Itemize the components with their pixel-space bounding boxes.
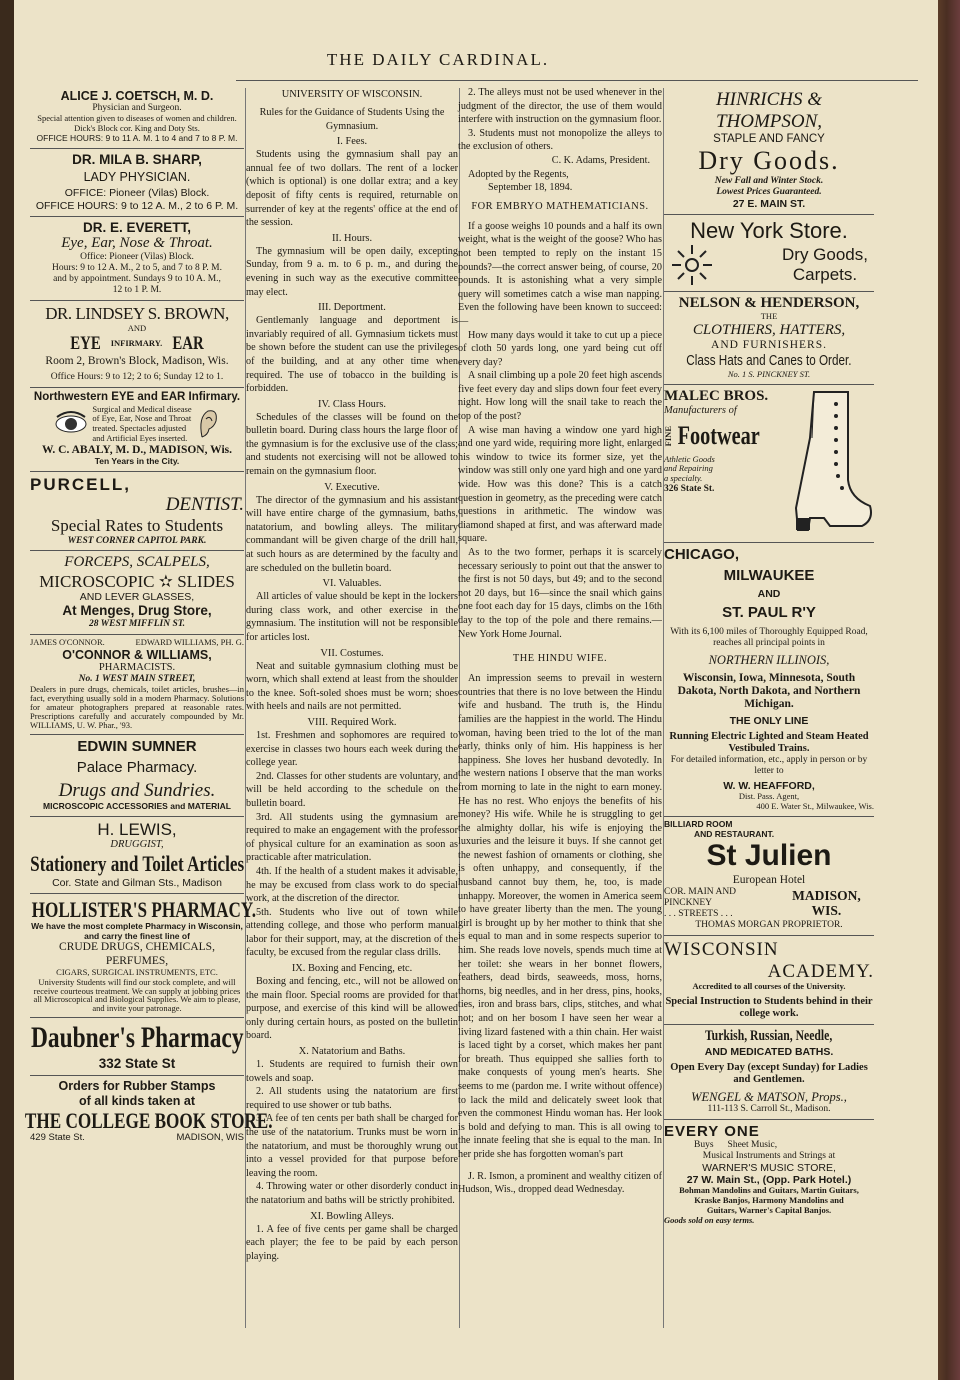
ad-line: Ten Years in the City. (94, 455, 180, 466)
ad-name: PURCELL, (30, 474, 131, 494)
ad-line: . . . STREETS . . . (664, 908, 733, 919)
ad-line: 400 E. Water St., Milwaukee, Wis. (756, 801, 874, 812)
rule-paragraph: Gentlemanly language and deportment is invariably required of all. Gymnasium tickets must be shown before the student can use the privileges of the building, and at any other time when required. The use of tobacco in the building is forbidden. (246, 315, 458, 395)
ad-line: and Repairing (664, 463, 713, 474)
ad-line: AND FURNISHERS. (711, 339, 827, 352)
ad-line: 111-113 S. Carroll St., Madison. (707, 1104, 831, 1115)
ad-line: Musical Instruments and Strings at (702, 1151, 836, 1162)
rule-paragraph: All articles of value should be kept in the lockers during class work, and other exercise in the gymnasium. The institution will not be responsible for articles lost. (246, 591, 458, 643)
ad-name: O'CONNOR & WILLIAMS, (62, 647, 212, 662)
ad-purcell (30, 472, 244, 552)
ad-line: OFFICE HOURS: 9 to 12 A. M., 2 to 6 P. M. (35, 199, 239, 212)
section-heading: VII. Costumes. (320, 647, 384, 659)
ad-line: Manufacturers of (664, 404, 737, 416)
ad-line: NORTHERN ILLINOIS, (708, 653, 830, 668)
ad-oconnor (30, 635, 244, 735)
ad-line: JAMES O'CONNOR. (30, 636, 105, 647)
ad-everyone (664, 1120, 874, 1229)
rule-paragraph: 4. Throwing water or other disorderly conduct in the natatorium and baths will be strictly prohibited. (246, 1181, 458, 1206)
ad-line: Hours: 9 to 12 A. M., 2 to 5, and 7 to 8 P. M. (52, 263, 222, 274)
section-heading: VI. Valuables. (322, 578, 382, 590)
ad-name: CHICAGO, (664, 545, 739, 563)
ad-line: Office Hours: 9 to 12; 2 to 6; Sunday 12 to 1. (50, 372, 224, 383)
math-paragraph: A snail climbing up a pole 20 feet high ascends five feet every day and slips down four feet every night. How long will the snail take to reach the top of the post? (458, 370, 662, 423)
ad-line: Dry Goods, (782, 245, 868, 265)
signature: Adopted by the Regents, (468, 168, 569, 180)
ad-line: Guitars, Warner's Capital Banjos. (706, 1204, 832, 1215)
ad-line: 27 W. Main St., (Opp. Park Hotel.) (686, 1174, 852, 1187)
ad-line: For detailed information, etc., apply in person or by letter to (670, 755, 868, 777)
article-subtitle: Rules for the Guidance of Students Using the Gymnasium. (259, 107, 445, 132)
book-binding (938, 0, 960, 1380)
ad-line: EYE (69, 333, 101, 355)
rule-paragraph: 1. Students are required to furnish their own towels and soap. (246, 1059, 458, 1084)
ad-line: Dry Goods. (698, 145, 840, 175)
ad-line: Special attention given to diseases of women and children. (37, 113, 237, 124)
ad-line: Carpets. (792, 265, 858, 284)
ad-coetsch (30, 86, 244, 149)
ad-menges (30, 551, 244, 634)
ad-line: a specialty. (664, 473, 703, 484)
ad-line: WENGEL & MATSON, Props., (691, 1089, 847, 1104)
ad-line: ST. PAUL R'Y (722, 604, 816, 622)
section-heading: IX. Boxing and Fencing, etc. (291, 963, 413, 975)
wife-paragraph: An impression seems to prevail in western countries that there is no love between the Hindu wife and husband. The truth is, the Hindu families are the happiest in the world. The Hindu woman, having been tried to the lot of the man early, thinks only of him. His happiness is her happiness. She loves her husband devotedly. In the western nations I observe that the man works from morning to late in the night to earn money. He has no rest. Who enjoys the benefits of his money? His wife. While he is struggling to get the almighty dollar, his wife is enjoying the luxuries and the leisure it buys. If she cannot get the newest fashion of ornaments or clothing, she is often unhappy, and consequently, if the husband cannot buy them, he, too, is made unhappy. Moreover, the women in America seem to have greater liberty than the men. The young girl is brought up by her mother to think that she is equal to man and in some respects superior to him. She reads love novels, spends much time at her toilet: she wears in her bonnet flowers, feathers, dead birds, seaweeds, moss, horns, thorns, big needles, and in her dress, pins, hooks, ties, iron and brass bars, clips, stitches, and what not; and on her bosom I have seen her wear a living lizard fastened with a thin chain. Her waist is laced tight by a corset, which makes her pant for breath. Thus equipped she sallies forth to make conquests of young men's hearts. She seems to me (pardon me. I write without offence) to lack the mild and delicately sweet look that even the commonest Hindu woman has. Her look is bold and defying to man. This is all owing to the innate feeling that she is equal to the man. In her pride she has forgotten woman's part (458, 673, 662, 1160)
ad-line: ACADEMY. (767, 960, 874, 982)
ear-illustration-icon (196, 407, 220, 441)
ad-hinrichs (664, 86, 874, 215)
ad-name: H. LEWIS, (97, 819, 177, 839)
ad-bookstore (24, 1076, 273, 1148)
signature: C. K. Adams, President. (551, 154, 650, 166)
ad-line: WEST CORNER CAPITOL PARK. (67, 535, 207, 546)
ad-line: AND LEVER GLASSES, (79, 591, 195, 604)
ad-line: MICROSCOPIC ✫ SLIDES (39, 571, 235, 591)
ad-line: Sheet Music, (727, 1140, 778, 1151)
ad-line: EAR (172, 333, 204, 355)
middle-articles-column (458, 86, 662, 1197)
ad-line: AND (757, 588, 781, 600)
ad-line: No. 1 WEST MAIN STREET, (78, 673, 196, 684)
rule-paragraph: 2. All students using the natatorium are first required to use shower or tub baths. (246, 1086, 458, 1111)
ad-line: We have the most complete Pharmacy in Wisconsin, and carry the finest line of (31, 920, 243, 941)
rule-paragraph: The director of the gymnasium and his assistant will have entire charge of the gymnasium, baths, natatorium, and bowling alleys. The military commandant will be given charge of the drill hall, at such hours as are determined by the faculty and are scheduled on the bulletin board. (246, 494, 458, 574)
ad-line: Surgical and Medical disease (92, 403, 192, 414)
section-heading: X. Natatorium and Baths. (298, 1046, 406, 1058)
math-paragraph: As to the two former, perhaps it is scarcely necessary seriously to point out that the answer to the first is not 50 days, but 49; and to the second not 20 days, but 16—since the snail which gains one foot each day for 15 days, climbs on the 16th day to the top of the pole and there remains.—New York Home Journal. (458, 547, 662, 640)
ad-line: DRUGGIST, (110, 839, 164, 851)
ad-line: Dealers in pure drugs, chemicals, toilet articles, brushes—in fact, everything usually sold in a modern Pharmacy. Solutions for amateur photographers prepared at reasonable rates. Prescriptions carefully and accurately compounded by Mr. WILLIAMS, U. W. Phar., '93. (30, 683, 244, 730)
ad-line: Class Hats and Canes to Order. (686, 352, 852, 370)
rule-paragraph: Boxing and fencing, etc., will not be allowed on the main floor. Special rooms are provided for that purpose, and exercise of this kind will be allowed only during certain hours, as posted on the bulletin board. (246, 976, 458, 1042)
ad-name: Daubner's Pharmacy (30, 1021, 244, 1055)
ad-name: NELSON & HENDERSON, (678, 295, 860, 311)
section-heading: II. Hours. (331, 232, 373, 244)
ad-line: Room 2, Brown's Block, Madison, Wis. (45, 355, 229, 368)
header-rule (236, 80, 918, 81)
ad-line: No. 1 S. PINCKNEY ST. (727, 368, 811, 379)
ad-line: PHARMACISTS. (98, 661, 176, 673)
page-header: THE DAILY CARDINAL. (326, 50, 550, 69)
math-paragraph: How many days would it take to cut up a piece of cloth 50 yards long, one yard being cut off every day? (458, 329, 662, 368)
ad-line: MILWAUKEE (723, 566, 815, 584)
ad-academy (664, 936, 874, 1026)
ad-line: FORCEPS, SCALPELS, (64, 554, 210, 571)
ad-line: COR. MAIN AND PINCKNEY (664, 887, 737, 908)
ad-line: BILLIARD ROOM (664, 818, 733, 829)
ad-line: University Students will find our stock complete, and will receive courteous treatment. We can supply at jobbing prices all Microscopical and Biological Supplies. We aim to please, and invite your patronage. (33, 976, 241, 1014)
ad-lewis (30, 817, 244, 894)
ad-line: AND MEDICATED BATHS. (704, 1045, 834, 1058)
newspaper-page (14, 0, 938, 1380)
ad-name: DR. E. EVERETT, (82, 219, 192, 235)
ad-line: 28 WEST MIFFLIN ST. (88, 618, 186, 629)
ad-brown (30, 301, 244, 388)
ad-line: Wisconsin, Iowa, Minnesota, South Dakota, North Dakota, and Northern Michigan. (677, 671, 861, 710)
ad-line: Accredited to all courses of the University. (692, 981, 846, 992)
ad-line: THOMAS MORGAN PROPRIETOR. (695, 919, 843, 930)
ad-sharp (30, 149, 244, 217)
math-paragraph: A wise man having a window one yard high and one yard wide, requiring more light, enlarged his window to twice its former size, yet the window was still only one yard high and one yard wide. How was this done? This is a catch question in geometry, as the preceding were catch questions in arithmetic. The window was diamond shaped at first, and was afterward made square. (458, 424, 662, 545)
ad-nystore (664, 215, 874, 292)
rule-paragraph: 3. Students must not monopolize the alleys to the exclusion of others. (458, 127, 662, 153)
ads-column-left (24, 86, 273, 1148)
ads-column-right (664, 86, 874, 1229)
ad-name: New York Store. (690, 217, 848, 243)
ad-line: Palace Pharmacy. (76, 758, 198, 776)
ad-line: Goods sold on easy terms. (664, 1214, 755, 1225)
rule-paragraph: 5th. Students who live out of town while attending college, and those who perform manual labor for their support, may, at the discretion of the faculty, be excused from the regular class drills. (246, 906, 458, 959)
rule-paragraph: 3. A fee of ten cents per bath shall be charged for the use of the natatorium. Trunks must be worn in the natatorium, and must be thoroughly wrung out into a vessel provided for that purpose before leaving the room. (246, 1113, 458, 1179)
ad-name: Northwestern EYE and EAR Infirmary. (33, 391, 241, 404)
ad-hollister (30, 894, 257, 1019)
ad-line: STAPLE AND FANCY (713, 132, 825, 145)
section-heading: V. Executive. (324, 481, 380, 493)
ad-line: 429 State St. (30, 1132, 85, 1144)
ad-name: St Julien (706, 839, 832, 873)
ad-line: 27 E. MAIN ST. (732, 197, 806, 210)
ad-everett (30, 217, 244, 301)
ad-name: EDWIN SUMNER (77, 737, 197, 755)
ad-line: W. W. HEAFFORD, (723, 780, 815, 793)
section-heading: XI. Bowling Alleys. (310, 1210, 394, 1222)
ad-line: OFFICE: Pioneer (Vilas) Block. (64, 187, 210, 200)
ad-baths (664, 1025, 874, 1120)
eye-illustration-icon (54, 409, 88, 439)
ad-name: HINRICHS & THOMPSON, (715, 89, 823, 132)
ad-name: WISCONSIN (664, 938, 779, 960)
ad-line: Special Instruction to Students behind in their college work. (665, 996, 873, 1020)
ad-line: MICROSCOPIC ACCESSORIES and MATERIAL (43, 800, 231, 811)
article-title: UNIVERSITY OF WISCONSIN. (281, 89, 423, 100)
ad-name: At Menges, Drug Store, (62, 603, 212, 619)
ad-line: of all kinds taken at (78, 1093, 195, 1108)
sun-icon (670, 243, 714, 287)
section-heading: I. Fees. (336, 136, 368, 148)
ad-line: With its 6,100 miles of Thoroughly Equipped Road, reaches all principal points in (670, 627, 868, 649)
ad-line: Athletic Goods (664, 453, 715, 464)
ad-line: Kraske Banjos, Harmony Mandolins and (694, 1195, 844, 1206)
rule-paragraph: The gymnasium will be open daily, excepting Sunday, from 9 a. m. to 6 p. m., and during the evening in such way as the executive committee may elect. (246, 245, 458, 298)
ad-line: New Fall and Winter Stock. (714, 175, 824, 186)
ad-line: EDWARD WILLIAMS, PH. G. (135, 636, 244, 647)
wife-article-title: THE HINDU WIFE. (512, 653, 608, 665)
ad-nelson (664, 292, 874, 385)
ad-sumner (30, 735, 244, 817)
ad-name: MALEC BROS. (664, 387, 769, 404)
ad-line: 326 State St. (664, 484, 715, 494)
ad-name: ALICE J. COETSCH, M. D. (60, 89, 214, 103)
rule-paragraph: 1. A fee of five cents per game shall be charged each player; the fee to be paid by each person playing. (246, 1223, 458, 1262)
ad-line: CLOTHIERS, HATTERS, (692, 322, 846, 339)
section-heading: IV. Class Hours. (318, 398, 386, 410)
ad-line: W. C. ABALY, M. D., MADISON, Wis. (41, 443, 232, 456)
rule-paragraph: Neat and suitable gymnasium clothing must be worn, which shall extend at least from the shoulder to the knee. Soft-soled shoes must be worn; shoes with heels and nails are not permitted. (246, 660, 458, 713)
ad-name: THE COLLEGE BOOK STORE. (24, 1108, 273, 1134)
ad-line: Special Rates to Students (50, 516, 224, 536)
ad-line: Office: Pioneer (Vilas) Block. (80, 252, 194, 263)
ad-line: INFIRMARY. (110, 338, 163, 349)
rule-paragraph: 4th. If the health of a student makes it advisable, he may be excused from class work to do special work, at the discretion of the director. (246, 865, 458, 905)
rule-paragraph: 3rd. All students using the gymnasium are required to make an engagement with the professor of physical culture for an examination as soon as practicable after matriculation. (246, 811, 458, 864)
ad-line: 332 State St (98, 1055, 176, 1071)
ad-line: Cor. State and Gilman Sts., Madison (52, 876, 222, 889)
ad-name: Turkish, Russian, Needle, (705, 1028, 833, 1045)
ad-line: and Artificial Eyes inserted. (92, 432, 188, 443)
section-heading: VIII. Required Work. (307, 716, 397, 728)
ad-line: LADY PHYSICIAN. (83, 170, 191, 185)
ad-line: MADISON, WIS. (792, 887, 861, 919)
ad-name: EVERY ONE (664, 1123, 760, 1141)
rule-paragraph: Schedules of the classes will be found on the bulletin board. During class hours the large floor of the gymnasium is for the exclusive use of the class; and students not exercising will not be allowed to remain on the gymnasium floor. (246, 411, 458, 478)
ad-name: DR. LINDSEY S. BROWN, (45, 304, 229, 324)
math-article-title: FOR EMBRYO MATHEMATICIANS. (471, 200, 649, 212)
ad-railway (664, 543, 874, 817)
ad-line: Footwear (677, 420, 760, 450)
ad-julien (664, 817, 874, 936)
ad-line: WARNER'S MUSIC STORE, (702, 1162, 836, 1175)
ad-line: Eye, Ear, Nose & Throat. (61, 235, 213, 252)
ad-line: CIGARS, SURGICAL INSTRUMENTS, ETC. (56, 966, 218, 977)
math-paragraph: If a goose weighs 10 pounds and a half its own weight, what is the weight of the goose? Who has not been tempted to reply on the instant 15 pounds?—the correct answer being, of course, 20 pounds. It is astonishing what a very simple query will sometimes catch a wise man napping. Even the following have been known to succeed:— (458, 220, 662, 327)
ad-line: Dist. Pass. Agent, (738, 791, 800, 802)
ad-line: Orders for Rubber Stamps (58, 1079, 216, 1094)
ad-line: CRUDE DRUGS, CHEMICALS, PERFUMES, (59, 941, 215, 967)
ad-line: MADISON, WIS (176, 1132, 244, 1144)
ad-abaly (30, 388, 244, 471)
ad-line: European Hotel (732, 873, 806, 886)
ad-line: DENTIST. (165, 494, 244, 516)
ad-daubner (30, 1018, 244, 1076)
ad-line: Stationery and Toilet Articles (30, 851, 245, 877)
ad-line: Bohman Mandolins and Guitars, Martin Guitars, (679, 1185, 859, 1196)
ad-line: Dick's Block cor. King and Doty Sts. (74, 123, 200, 134)
rule-paragraph: 2. The alleys must not be used whenever in the judgment of the director, the use of them would interfere with instruction on the gymnasium floor. (458, 87, 662, 126)
ad-line: OFFICE HOURS: 9 to 11 A. M. 1 to 4 and 7 to 8 P. M. (36, 132, 238, 143)
ad-line: AND RESTAURANT. (694, 828, 775, 839)
ad-line: treated. Spectacles adjusted (92, 423, 187, 434)
ad-line: AND (127, 322, 147, 333)
ad-line: Running Electric Lighted and Steam Heated Vestibuled Trains. (669, 731, 869, 755)
ad-line: Buys (694, 1140, 714, 1151)
ad-malec (664, 385, 874, 543)
news-item: J. R. Ismon, a prominent and wealthy citizen of Hudson, Wis., dropped dead Wednesday. (458, 1170, 662, 1196)
signature: September 18, 1894. (488, 182, 573, 194)
ad-line: Physician and Surgeon. (92, 103, 182, 114)
gym-rules-article (246, 86, 458, 1263)
ad-line: Lowest Prices Guaranteed. (716, 186, 822, 197)
ad-name: HOLLISTER'S PHARMACY. (31, 896, 257, 922)
ad-line: 12 to 1 P. M. (112, 285, 162, 296)
rule-paragraph: Students using the gymnasium shall pay an annual fee of two dollars. The rent of a locker (which is optional) is one dollar extra; and a key deposit of fifty cents is required, returnable on surrender of key at the regents' office at the end of the session. (246, 149, 458, 229)
ad-line: Open Every Day (except Sunday) for Ladies and Gentlemen. (670, 1061, 868, 1085)
ad-line: of Eye, Ear, Nose and Throat (92, 413, 192, 424)
ad-line: THE (760, 311, 778, 322)
ad-line: Drugs and Sundries. (58, 780, 216, 802)
boot-illustration-icon (774, 388, 874, 538)
rule-paragraph: 1st. Freshmen and sophomores are required to exercise in classes two hours each week during the college year. (246, 729, 458, 769)
ad-line: FINE (663, 425, 673, 446)
ad-line: and by appointment. Sundays 9 to 10 A. M., (53, 274, 221, 285)
ad-name: DR. MILA B. SHARP, (72, 151, 202, 167)
rule-paragraph: 2nd. Classes for other students are voluntary, and will be held according to the schedule on the bulletin board. (246, 770, 458, 809)
ad-line: THE ONLY LINE (729, 715, 809, 728)
section-heading: III. Deportment. (318, 302, 386, 314)
